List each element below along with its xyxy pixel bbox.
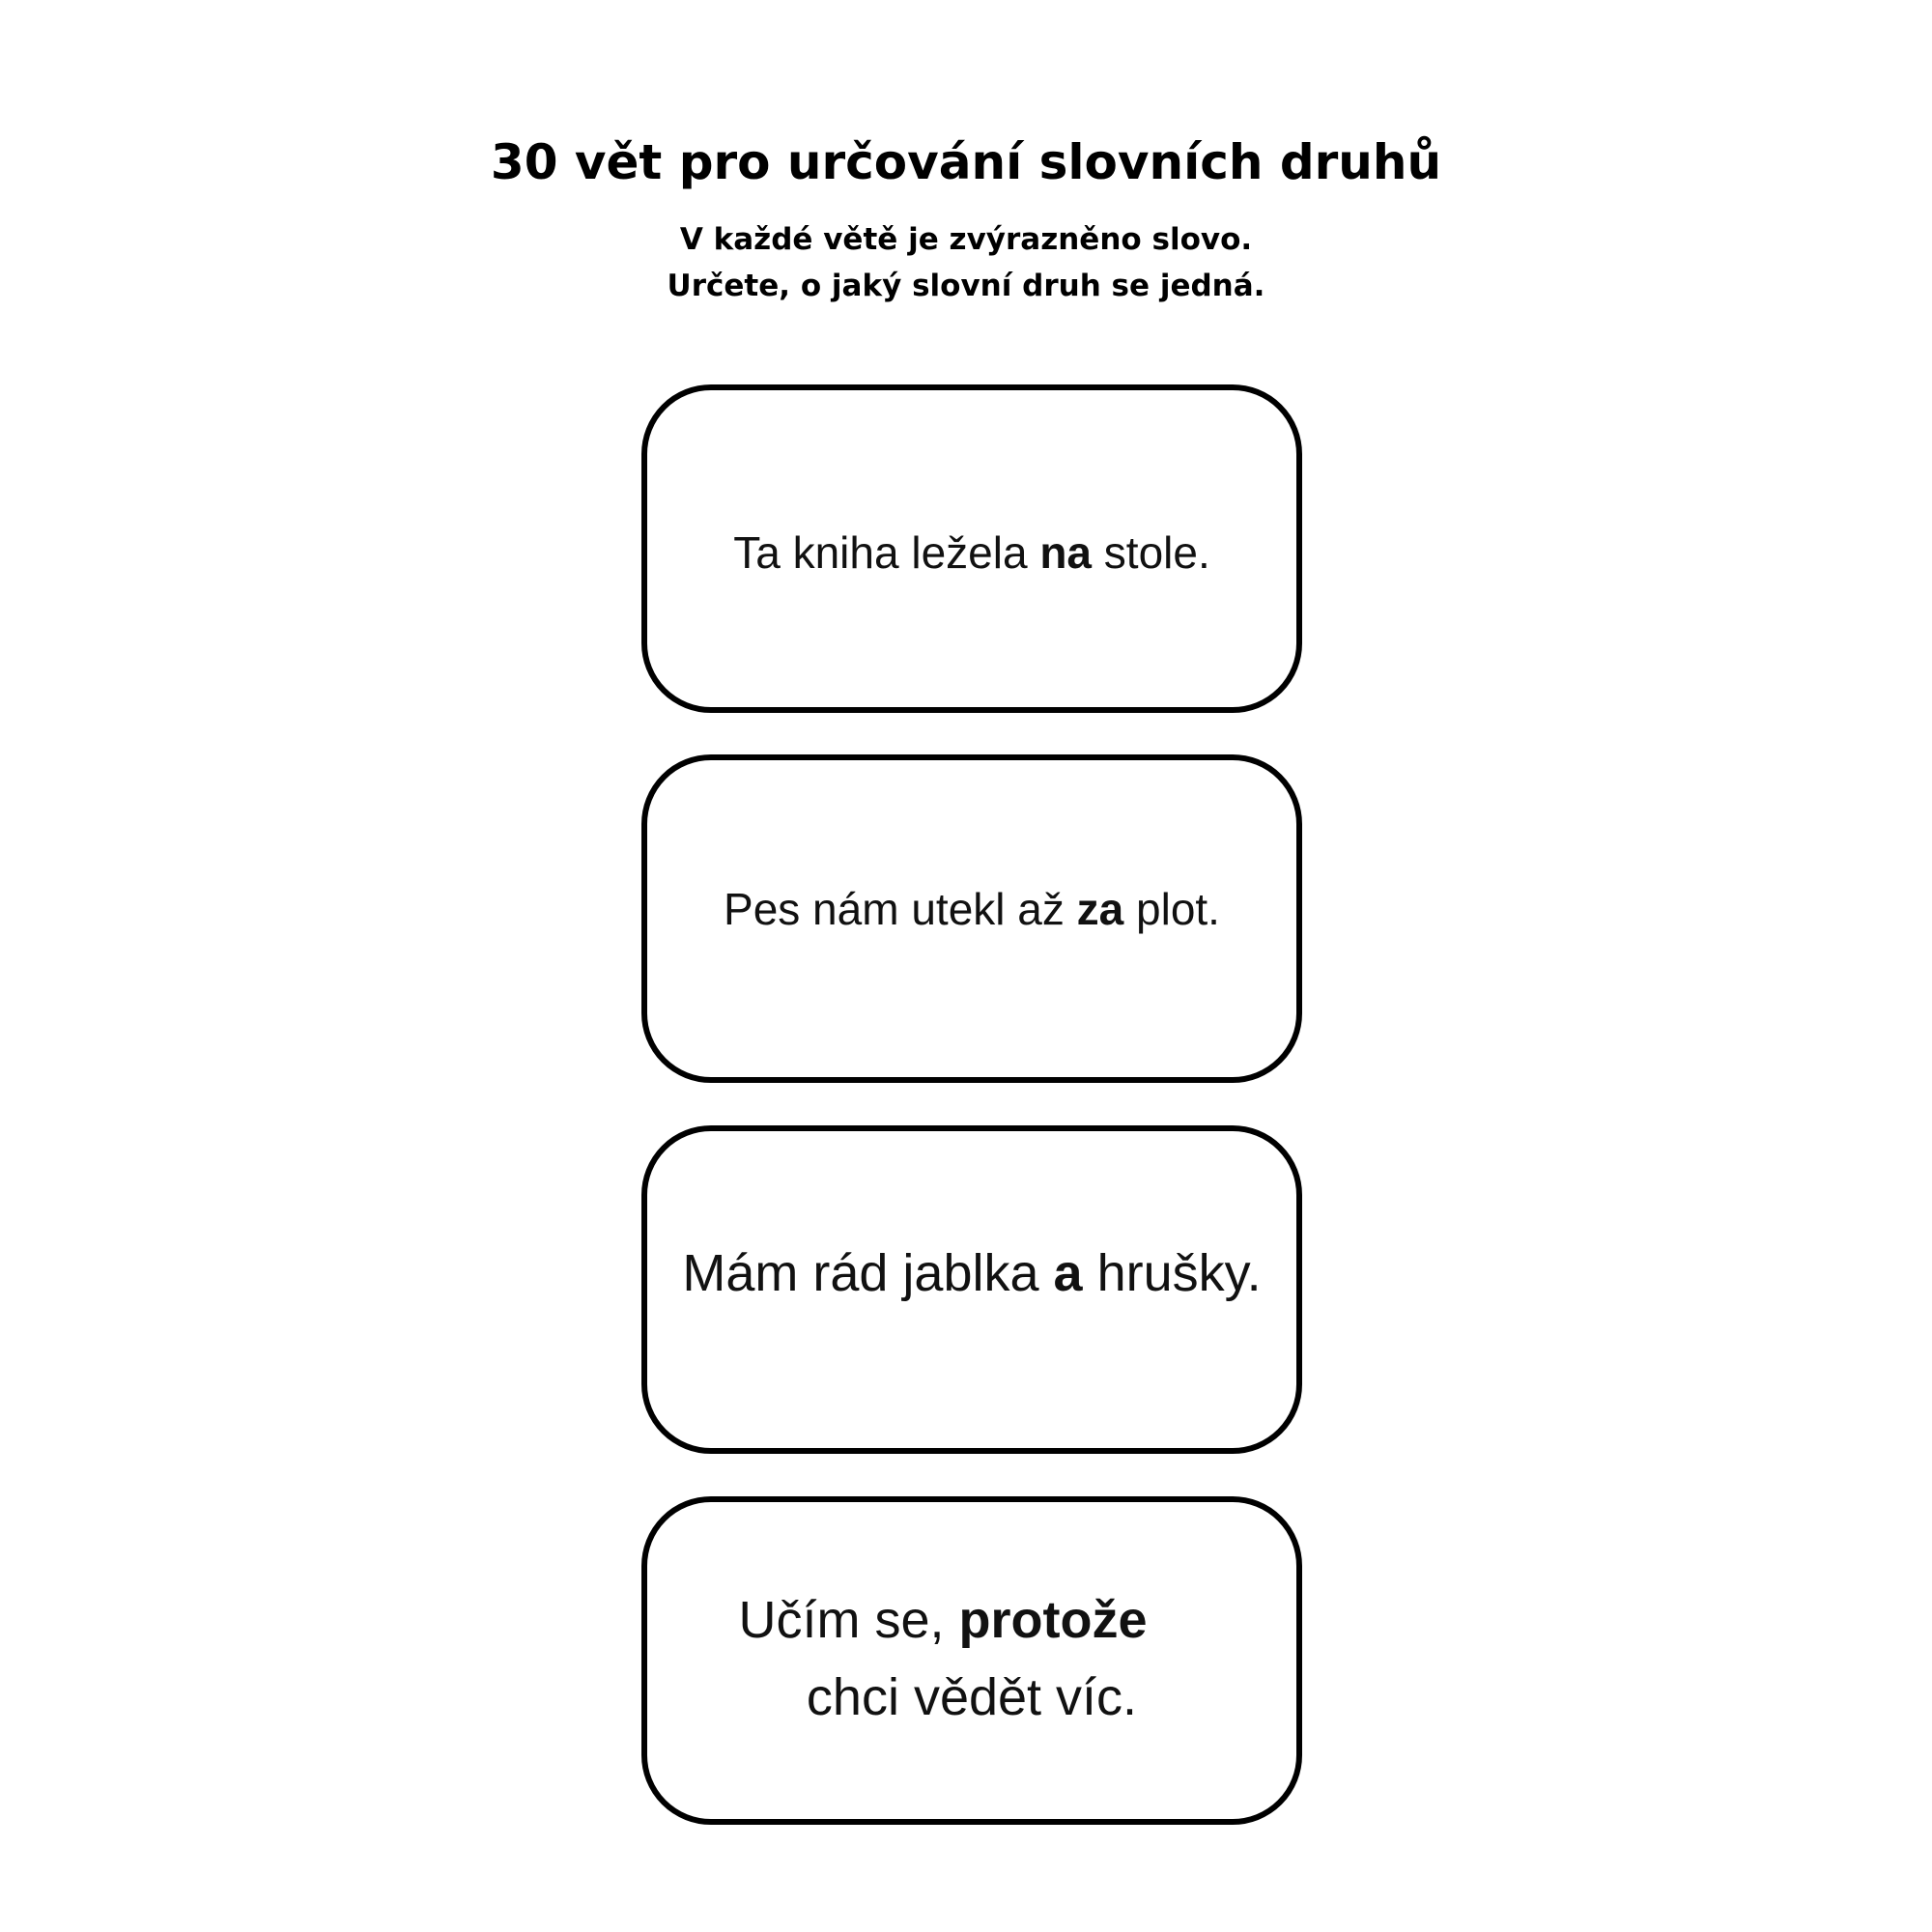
sentence-card — [641, 1496, 1302, 1825]
instruction-line-1: V každé větě je zvýrazněno slovo. — [679, 222, 1253, 257]
sentence-before: Pes nám utekl až — [724, 884, 1077, 934]
sentence-text — [647, 1581, 1296, 1736]
sentence-text — [647, 526, 1296, 580]
sentence-card — [641, 384, 1302, 713]
sentence-before: Mám rád jablka — [682, 1244, 1054, 1302]
page-title: 30 vět pro určování slovních druhů — [490, 134, 1442, 190]
sentence-after: hrušky. — [1082, 1244, 1262, 1302]
instruction-line-2: Určete, o jaký slovní druh se jedná. — [667, 269, 1265, 303]
sentence-card — [641, 1125, 1302, 1454]
highlighted-word: za — [1076, 884, 1124, 934]
sentence-after: plot. — [1123, 884, 1220, 934]
sentence-line-2 — [647, 1659, 1296, 1736]
highlighted-word: na — [1039, 527, 1093, 578]
sentence-after: chci vědět víc. — [806, 1668, 1138, 1726]
sentence-line-1 — [647, 1581, 1296, 1659]
sentence-card — [641, 754, 1302, 1083]
highlighted-word: protože — [958, 1591, 1148, 1649]
highlighted-word: a — [1053, 1244, 1083, 1302]
sentence-before: Ta kniha ležela — [733, 527, 1040, 578]
sentence-before: Učím se, — [738, 1591, 959, 1649]
sentence-after: stole. — [1092, 527, 1210, 578]
instructions — [0, 216, 1932, 309]
sentence-text — [647, 1242, 1296, 1304]
sentence-text — [647, 882, 1296, 936]
